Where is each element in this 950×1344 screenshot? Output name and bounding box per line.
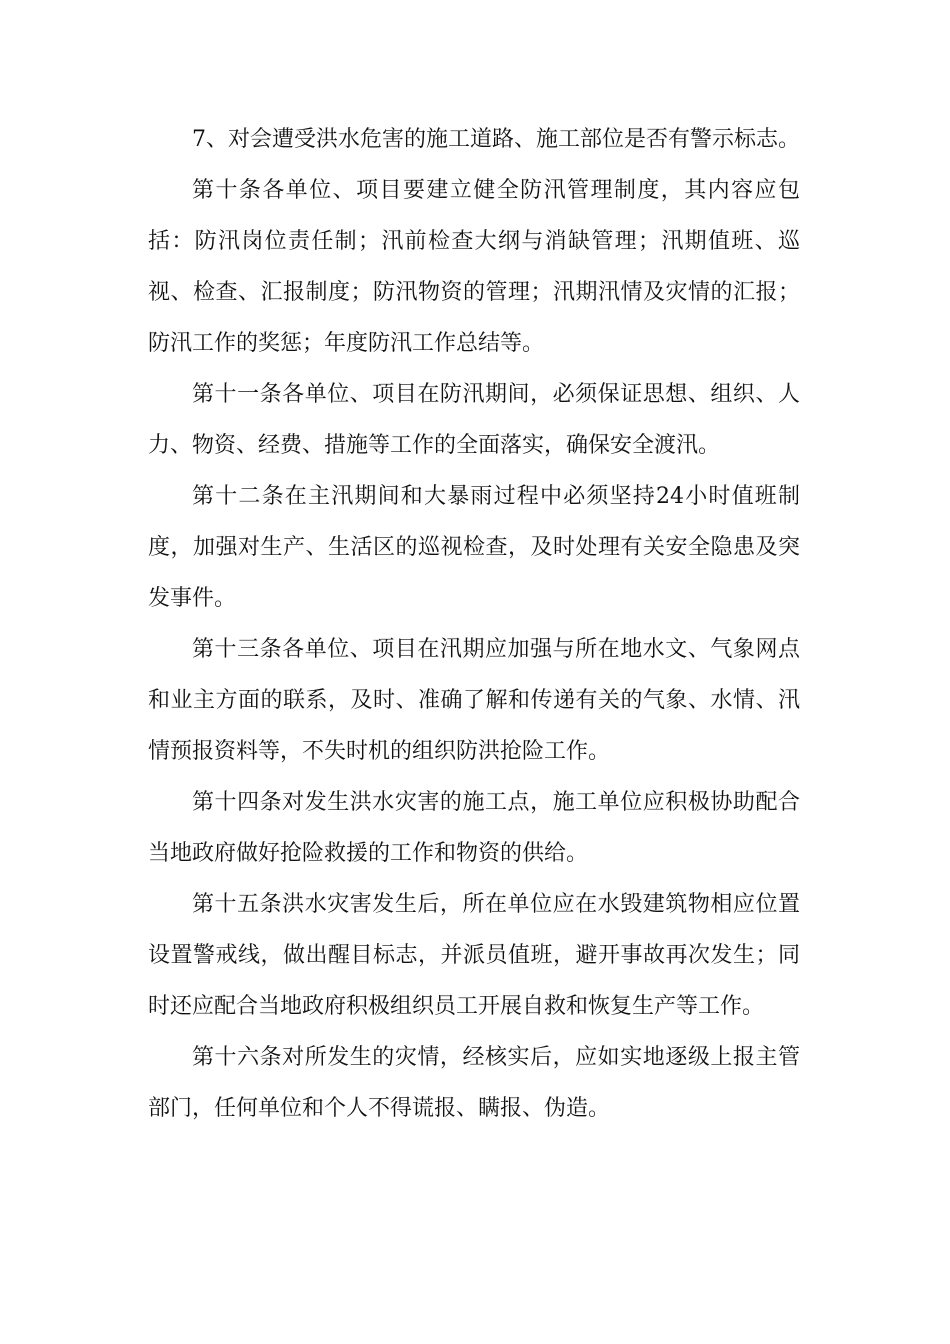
paragraph-article-11: 第十一条各单位、项目在防汛期间，必须保证思想、组织、人力、物资、经费、措施等工作的全面落实，确保安全渡汛。: [148, 382, 800, 458]
paragraph-article-13: 第十三条各单位、项目在汛期应加强与所在地水文、气象网点和业主方面的联系，及时、准确了解和传递有关的气象、水情、汛情预报资料等，不失时机的组织防洪抢险工作。: [148, 637, 800, 764]
paragraph-article-14: 第十四条对发生洪水灾害的施工点，施工单位应积极协助配合当地政府做好抢险救援的工作和物资的供给。: [148, 790, 800, 866]
paragraph-article-16: 第十六条对所发生的灾情，经核实后，应如实地逐级上报主管部门，任何单位和个人不得谎报、瞒报、伪造。: [148, 1045, 800, 1121]
paragraph-article-12: 第十二条在主汛期间和大暴雨过程中必须坚持24小时值班制度，加强对生产、生活区的巡视检查，及时处理有关安全隐患及突发事件。: [148, 484, 800, 611]
document-body: [148, 114, 800, 1134]
paragraph-article-15: 第十五条洪水灾害发生后，所在单位应在水毁建筑物相应位置设置警戒线，做出醒目标志，并派员值班，避开事故再次发生；同时还应配合当地政府积极组织员工开展自救和恢复生产等工作。: [148, 892, 800, 1019]
paragraph-article-10: 第十条各单位、项目要建立健全防汛管理制度，其内容应包括：防汛岗位责任制；汛前检查大纲与消缺管理；汛期值班、巡视、检查、汇报制度；防汛物资的管理；汛期汛情及灾情的汇报；防汛工作的奖惩；年度防汛工作总结等。: [148, 178, 800, 356]
paragraph-item-7: 7、对会遭受洪水危害的施工道路、施工部位是否有警示标志。: [192, 127, 800, 152]
